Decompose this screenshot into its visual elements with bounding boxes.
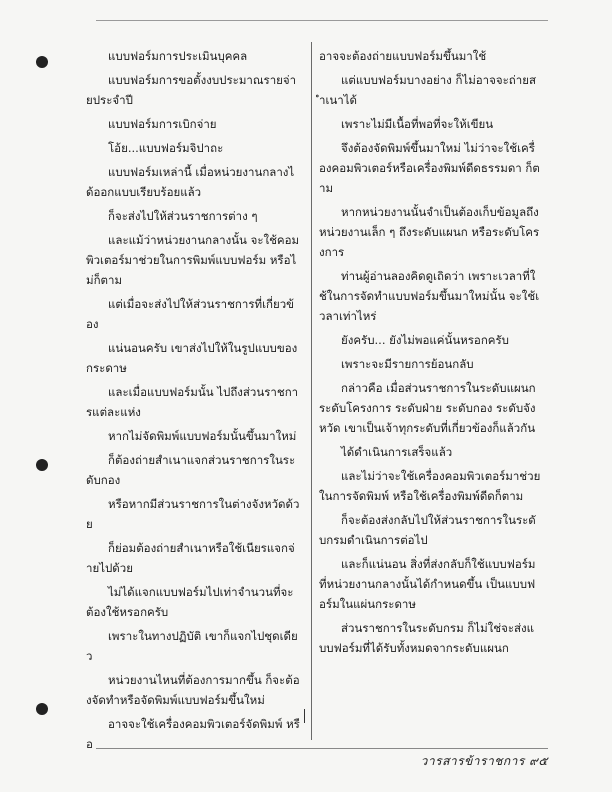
paragraph: เพราะในทางปฏิบัติ เขาก็แจกไปชุดเดียว	[86, 629, 298, 663]
paragraph: ได้ดำเนินการเสร็จแล้ว	[341, 445, 453, 459]
paragraph: ก็จะส่งไปให้ส่วนราชการต่าง ๆ	[108, 209, 258, 223]
paragraph: อาจจะใช้เครื่องคอมพิวเตอร์จัดพิมพ์ หรือ	[86, 717, 300, 751]
paragraph: แน่นอนครับ เขาส่งไปให้ในรูปแบบของกระดาษ	[86, 341, 298, 375]
left-column	[86, 46, 300, 758]
paragraph: ก็จะต้องส่งกลับไปให้ส่วนราชการในระดับกรมดำเนินการต่อไป	[319, 513, 536, 547]
paragraph: กล่าวคือ เมื่อส่วนราชการในระดับแผนก ระดับโครงการ ระดับฝ่าย ระดับกอง ระดับจังหวัด เขาเป็นเจ้าทุกระดับที่เกี่ยวข้องก็แล้วกัน	[319, 381, 536, 435]
paragraph: และก็แน่นอน สิ่งที่ส่งกลับก็ใช้แบบฟอร์มที่หน่วยงานกลางนั้นได้กำหนดขึ้น เป็นแบบฟอร์มในแผ่นกระดาษ	[319, 557, 536, 611]
paragraph: ก็ต้องถ่ายสำเนาแจกส่วนราชการในระดับกอง	[86, 453, 296, 487]
paragraph: และไม่ว่าจะใช้เครื่องคอมพิวเตอร์มาช่วยในการจัดพิมพ์ หรือใช้เครื่องพิมพ์ดีดก็ตาม	[319, 469, 541, 503]
paragraph: จึงต้องจัดพิมพ์ขึ้นมาใหม่ ไม่ว่าจะใช้เครื่องคอมพิวเตอร์หรือเครื่องพิมพ์ดีดธรรมดา ก็ตาม	[319, 141, 540, 195]
paragraph: หากไม่จัดพิมพ์แบบฟอร์มนั้นขึ้นมาใหม่	[108, 429, 297, 443]
paragraph: ก็ย่อมต้องถ่ายสำเนาหรือใช้เนียรแจกจ่ายไปด้วย	[86, 541, 295, 575]
top-rule	[96, 20, 548, 21]
binder-hole-middle	[36, 459, 48, 471]
right-column	[319, 46, 541, 662]
column-divider	[311, 42, 312, 740]
paragraph: หากหน่วยงานนั้นจำเป็นต้องเก็บข้อมูลถึงหน่วยงานเล็ก ๆ ถึงระดับแผนก หรือระดับโครงการ	[319, 205, 540, 259]
paragraph: แบบฟอร์มการเบิกจ่าย	[108, 117, 217, 131]
paragraph: ไม่ได้แจกแบบฟอร์มไปเท่าจำนวนที่จะต้องใช้หรอกครับ	[86, 585, 294, 619]
paragraph: เพราะไม่มีเนื้อที่พอที่จะให้เขียน	[341, 117, 494, 131]
page-footer: วารสารข้าราชการ ๙๕	[420, 754, 548, 768]
paragraph: แต่แบบฟอร์มบางอย่าง ก็ไม่อาจจะถ่ายสำเนาได้	[319, 73, 536, 107]
paragraph: โอ้ย...แบบฟอร์มจิปาถะ	[108, 141, 224, 155]
paragraph: หรือหากมีส่วนราชการในต่างจังหวัดด้วย	[86, 497, 300, 531]
paragraph: ท่านผู้อ่านลองคิดดูเถิดว่า เพราะเวลาที่ใช้ในการจัดทำแบบฟอร์มขึ้นมาใหม่นั้น จะใช้เวลาเท่าไหร่	[319, 269, 540, 323]
paragraph: แบบฟอร์มการประเมินบุคคล	[108, 49, 248, 63]
paragraph: แบบฟอร์มการขอตั้งงบประมาณรายจ่ายประจำปี	[86, 73, 297, 107]
paragraph: และแม้ว่าหน่วยงานกลางนั้น จะใช้คอมพิวเตอร์มาช่วยในการพิมพ์แบบฟอร์ม หรือไม่ก็ตาม	[86, 233, 300, 287]
paragraph: อาจจะต้องถ่ายแบบฟอร์มขึ้นมาใช้	[319, 49, 487, 63]
paragraph: แบบฟอร์มเหล่านี้ เมื่อหน่วยงานกลางได้ออกแบบเรียบร้อยแล้ว	[86, 165, 295, 199]
column-end-mark	[304, 709, 305, 723]
paragraph: ยังครับ... ยังไม่พอแค่นั้นหรอกครับ	[341, 333, 509, 347]
paragraph: เพราะจะมีรายการย้อนกลับ	[341, 357, 474, 371]
paragraph: หน่วยงานไหนที่ต้องการมากขึ้น ก็จะต้องจัดทำหรือจัดพิมพ์แบบฟอร์มขึ้นใหม่	[86, 673, 300, 707]
paragraph: แต่เมื่อจะส่งไปให้ส่วนราชการที่เกี่ยวข้อง	[86, 297, 295, 331]
paragraph: และเมื่อแบบฟอร์มนั้น ไปถึงส่วนราชการแต่ละแห่ง	[86, 385, 299, 419]
paragraph: ส่วนราชการในระดับกรม ก็ไม่ใช่จะส่งแบบฟอร์มที่ได้รับทั้งหมดจากระดับแผนก	[319, 621, 535, 655]
binder-hole-top	[36, 56, 48, 68]
binder-hole-bottom	[36, 703, 48, 715]
